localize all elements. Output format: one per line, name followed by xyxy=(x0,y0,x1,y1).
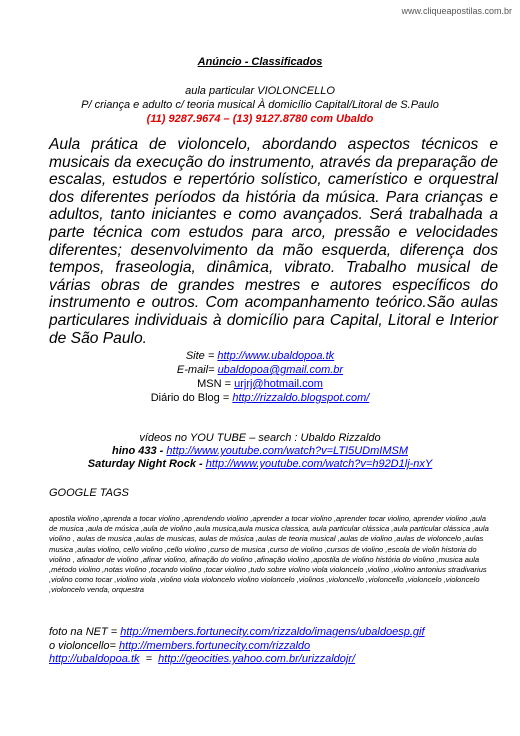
msn-label: MSN = xyxy=(197,378,235,390)
photo-line-2 xyxy=(49,640,509,654)
video-1-link[interactable]: http://www.youtube.com/watch?v=LTI5UDmIMSM xyxy=(166,445,408,457)
video-1 xyxy=(0,445,520,458)
photo-line-3 xyxy=(49,653,509,667)
photo-links xyxy=(49,626,509,667)
watermark: www.cliqueapostilas.com.br xyxy=(401,6,512,16)
video-2-link[interactable]: http://www.youtube.com/watch?v=h92D1lj-nxY xyxy=(205,458,433,470)
photo-sep: = xyxy=(139,653,159,665)
contact-msn xyxy=(0,377,520,391)
tags-title: GOOGLE TAGS xyxy=(49,487,129,499)
videos-heading: vídeos no YOU TUBE – search : Ubaldo Rizzaldo xyxy=(139,432,381,444)
site-link[interactable]: http://www.ubaldopoa.tk xyxy=(217,350,335,362)
video-1-label: hino 433 - xyxy=(112,445,167,457)
google-tags: apostila violino ,aprenda a tocar violino ,aprendendo violino ,aprender a tocar violino ,aprender tocar violino, aprender violino ,aula de musica ,aula de música ,aula de violino ,aula musica,aula musica classica, aula particular clássica ,aula particular clássica ,aula violino , aulas de musica ,aulas de musicas, aulas de música ,aulas de teoria musical ,aulas de violino ,aulas de violoncelo ,aulas musica ,aulas violino, cello violino ,cello violino ,curso de musica ,curso de violino ,cursos de violino ,escola de violin historia do violino , afinador de violino ,afinar violino, afinação do violino ,afinação violino ,apostila de violino história do violino ,musica aula ,método violino ,notas violino ,tocando violino ,tocar violino ,tudo sobre violino viola violoncelo ,violino ,violino antonius stradivarius ,violino como tocar ,violino viola ,violino viola violoncelo violino violoncelo ,violinos ,violoncello ,violoncello ,violoncelo ,violoncelo ,violoncelo venda, orquestra xyxy=(49,514,489,595)
photo-line-1 xyxy=(49,626,509,640)
header-line-2: P/ criança e adulto c/ teoria musical À domicílio Capital/Litoral de S.Paulo xyxy=(81,99,439,111)
blog-link[interactable]: http://rizzaldo.blogspot.com/ xyxy=(232,392,370,404)
photo-label: foto na NET = xyxy=(49,626,121,638)
site-label: Site = xyxy=(185,350,218,362)
email-label: E-mail= xyxy=(176,364,218,376)
email-link[interactable]: ubaldopoa@gmail.com.br xyxy=(217,364,344,376)
geocities-link[interactable]: http://geocities.yahoo.com.br/urizzaldojr/ xyxy=(158,653,356,665)
cello-label: o violoncello= xyxy=(49,639,120,652)
cello-link[interactable]: http://members.fortunecity.com/rizzaldo xyxy=(119,639,311,652)
contact-blog xyxy=(0,391,520,405)
contacts xyxy=(0,349,520,405)
header-phones: (11) 9287.9674 – (13) 9127.8780 com Ubaldo xyxy=(146,113,374,125)
blog-label: Diário do Blog = xyxy=(150,392,233,404)
header-line-1: aula particular VIOLONCELLO xyxy=(185,85,335,97)
ubaldopoa-link[interactable]: http://ubaldopoa.tk xyxy=(49,653,140,665)
contact-email xyxy=(0,363,520,377)
ad-body: Aula prática de violoncelo, abordando aspectos técnicos e musicais da execução do instrumento, através da preparação de escalas, estudos e repertório solístico, camerístico e orquestral dos diferentes períodos da história da música. Para crianças e adultos, tanto iniciantes e como avançados. Será trabalhada a parte técnica com estudos para arco, pressão e velocidades diferentes; desenvolvimento da mão esquerda, diferença dos tempos, fraseologia, dinâmica, vibrato. Trabalho musical de várias obras de grandes mestres e autores específicos do instrumento e outros. Com acompanhamento teórico.São aulas particulares individuais à domicílio para Capital, Litoral e Interior de São Paulo. xyxy=(49,136,498,347)
video-2 xyxy=(0,458,520,471)
contact-site xyxy=(0,349,520,363)
ad-header xyxy=(0,84,520,126)
msn-link[interactable]: urjrj@hotmail.com xyxy=(234,378,323,390)
photo-link[interactable]: http://members.fortunecity.com/rizzaldo/imagens/ubaldoesp.gif xyxy=(120,626,425,638)
video-2-label: Saturday Night Rock - xyxy=(87,458,206,470)
videos xyxy=(0,432,520,471)
ad-title: Anúncio - Classificados xyxy=(197,56,323,68)
